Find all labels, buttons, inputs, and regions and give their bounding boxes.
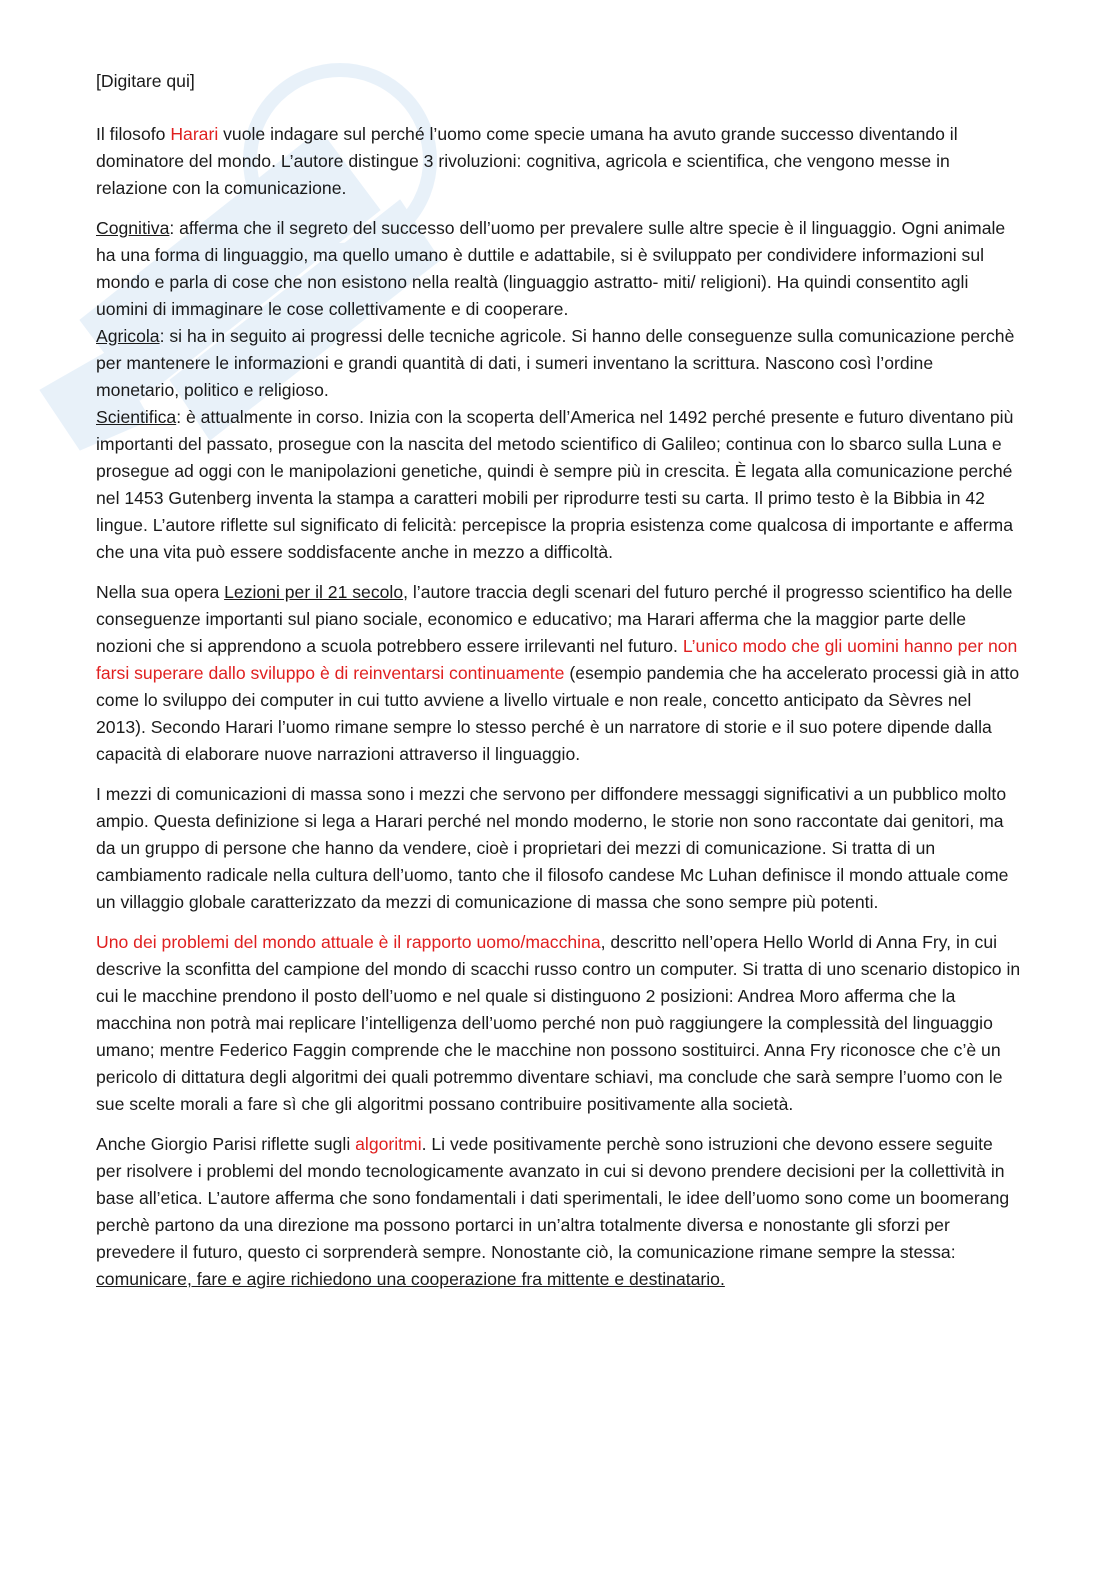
harari-highlight: Harari	[170, 124, 219, 144]
document-page	[96, 68, 1021, 1306]
lezioni-text-a: Nella sua opera	[96, 582, 225, 602]
intro-text-a: Il filosofo	[96, 124, 171, 144]
lezioni-text-b: , l’autore traccia degli scenari del futuro perché il progresso scientifico ha delle conseguenze importanti sul piano sociale, economico e educativo; ma Harari afferma che la maggior parte delle nozioni che si apprendono a scuola potrebbero essere irrilevanti nel futuro.	[96, 582, 1013, 656]
paragraph-intro	[96, 121, 1021, 202]
book-title: Lezioni per il 21 secolo	[224, 582, 404, 602]
scientifica-text: : è attualmente in corso. Inizia con la scoperta dell’America nel 1492 perché presente e futuro diventano più importanti del passato, prosegue con la nascita del metodo scientifico di Galileo; continua con lo sbarco sulla Luna e prosegue ad oggi con le manipolazioni genetiche, quindi è sempre più in crescita. È legata alla comunicazione perché nel 1453 Gutenberg inventa la stampa a caratteri mobili per riprodurre testi su carta. Il primo testo è la Bibbia in 42 lingue. L’autore riflette sul significato di felicità: percepisce la propria esistenza come qualcosa di importante e afferma che una vita può essere soddisfacente anche in mezzo a difficoltà.	[96, 407, 1014, 562]
header-placeholder[interactable]: [Digitare qui]	[96, 71, 195, 91]
agricola-text: : si ha in seguito ai progressi delle tecniche agricole. Si hanno delle conseguenze sulla comunicazione perchè per mantenere le informazioni e grandi quantità di dati, i sumeri inventano la scrittura. Nascono così l’ordine monetario, politico e religioso.	[96, 326, 1015, 400]
parisi-text-a: Anche Giorgio Parisi riflette sugli	[96, 1134, 356, 1154]
intro-text-b: vuole indagare sul perché l’uomo come specie umana ha avuto grande successo diventando il dominatore del mondo. L’autore distingue 3 rivoluzioni: cognitiva, agricola e scientifica, che vengono messe in relazione con la comunicazione.	[96, 124, 958, 198]
paragraph-revolutions	[96, 215, 1021, 566]
man-machine-text: , descritto nell’opera Hello World di Anna Fry, in cui descrive la sconfitta del campione del mondo di scacchi russo contro un computer. Si tratta di uno scenario distopico in cui le macchine prendono il posto dell’uomo e nel quale si distinguono 2 posizioni: Andrea Moro afferma che la macchina non potrà mai replicare l’intelligenza dell’uomo perché non può raggiungere la complessità del linguaggio umano; mentre Federico Faggin comprende che le macchine non possono sostituirci. Anna Fry riconosce che c’è un pericolo di dittatura degli algoritmi dei quali potremmo diventare schiavi, ma conclude che sarà sempre l’uomo con le sue scelte morali a fare sì che gli algoritmi possano contribuire positivamente alla società.	[96, 932, 1021, 1114]
cognitiva-text: : afferma che il segreto del successo dell’uomo per prevalere sulle altre specie è il linguaggio. Ogni animale ha una forma di linguaggio, ma quello umano è duttile e adattabile, si è sviluppato per condividere informazioni sul mondo e parla di cose che non esistono nella realtà (linguaggio astratto- miti/ religioni). Ha quindi consentito agli uomini di immaginare le cose collettivamente e di cooperare.	[96, 218, 1006, 319]
agricola-label: Agricola	[96, 326, 160, 346]
man-machine-highlight: Uno dei problemi del mondo attuale è il rapporto uomo/macchina	[96, 932, 601, 952]
mass-media-text: I mezzi di comunicazioni di massa sono i mezzi che servono per diffondere messaggi significativi a un pubblico molto ampio. Questa definizione si lega a Harari perché nel mondo moderno, le storie non sono raccontate dai genitori, ma da un gruppo di persone che hanno da vendere, cioè i proprietari dei mezzi di comunicazione. Si tratta di un cambiamento radicale nella cultura dell’uomo, tanto che il filosofo candese Mc Luhan definisce il mondo attuale come un villaggio globale caratterizzato da mezzi di comunicazione di massa che sono sempre più potenti.	[96, 784, 1009, 912]
paragraph-mass-media	[96, 781, 1021, 916]
algoritmi-highlight: algoritmi	[355, 1134, 422, 1154]
conclusion-underlined: comunicare, fare e agire richiedono una cooperazione fra mittente e destinatario.	[96, 1269, 725, 1289]
scientifica-label: Scientifica	[96, 407, 177, 427]
paragraph-parisi	[96, 1131, 1021, 1293]
reinvent-highlight: L’unico modo che gli uomini hanno per non farsi superare dallo sviluppo è di reinventarsi continuamente	[96, 636, 1018, 683]
lezioni-text-c: (esempio pandemia che ha accelerato processi già in atto come lo sviluppo dei computer in cui tutto avviene a livello virtuale e non reale, concetto anticipato da Sèvres nel 2013). Secondo Harari l’uomo rimane sempre lo stesso perché è un narratore di storie e il suo potere dipende dalla capacità di elaborare nuove narrazioni attraverso il linguaggio.	[96, 663, 1020, 764]
parisi-text-b: . Li vede positivamente perchè sono istruzioni che devono essere seguite per risolvere i problemi del mondo tecnologicamente avanzato in cui si devono prendere decisioni per la collettività in base all’etica. L’autore afferma che sono fondamentali i dati sperimentali, le idee dell’uomo sono come un boomerang perchè partono da una direzione ma possono portarci in un’altra totalmente diversa e nonostante gli sforzi per prevedere il futuro, questo ci sorprenderà sempre. Nonostante ciò, la comunicazione rimane sempre la stessa:	[96, 1134, 1010, 1262]
paragraph-lezioni	[96, 579, 1021, 768]
paragraph-man-machine	[96, 929, 1021, 1118]
cognitiva-label: Cognitiva	[96, 218, 170, 238]
